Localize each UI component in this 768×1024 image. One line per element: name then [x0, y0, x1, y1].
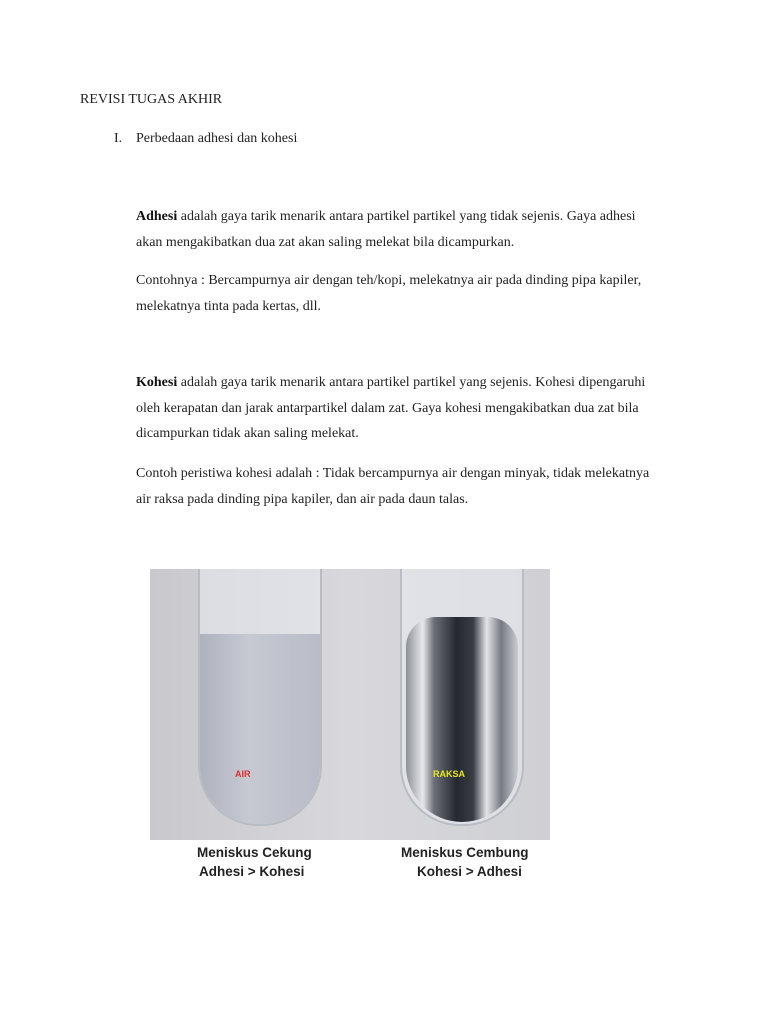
mercury-test-tube [400, 569, 524, 826]
text-line: adalah gaya tarik menarik antara partikel partikel yang tidak sejenis. Gaya adhesi [177, 209, 636, 224]
section-heading: Perbedaan adhesi dan kohesi [136, 131, 298, 146]
text-line: melekatnya tinta pada kertas, dll. [136, 298, 322, 314]
kohesi-term: Kohesi [136, 375, 178, 390]
section-number: I. [114, 131, 123, 146]
kohesi-paragraph [136, 370, 696, 447]
kohesi-example [136, 461, 696, 512]
right-caption [401, 843, 529, 881]
adhesi-example [136, 268, 696, 319]
text-line: dicampurkan tidak akan saling melekat. [136, 426, 359, 441]
caption-line: Meniskus Cembung [401, 845, 529, 860]
adhesi-term: Adhesi [136, 209, 178, 224]
mercury [406, 617, 518, 822]
document-title: REVISI TUGAS AKHIR [80, 92, 223, 107]
caption-line: Adhesi > Kohesi [199, 864, 305, 879]
text-line: akan mengakibatkan dua zat akan saling melekat bila dicampurkan. [136, 234, 515, 250]
water [200, 634, 320, 824]
adhesi-paragraph [136, 204, 696, 255]
text-line: air raksa pada dinding pipa kapiler, dan air pada daun talas. [136, 491, 469, 507]
air-label: AIR [235, 769, 251, 779]
caption-line: Meniskus Cekung [197, 845, 312, 860]
text-line: Contohnya : Bercampurnya air dengan teh/kopi, melekatnya air pada dinding pipa kapiler, [136, 273, 642, 288]
left-caption [197, 843, 312, 881]
text-line: adalah gaya tarik menarik antara partikel partikel yang sejenis. Kohesi dipengaruhi [177, 375, 646, 390]
text-line: oleh kerapatan dan jarak antarpartikel dalam zat. Gaya kohesi mengakibatkan dua zat bila [136, 400, 639, 416]
meniscus-figure [150, 569, 550, 840]
caption-line: Kohesi > Adhesi [417, 864, 522, 879]
water-test-tube [198, 569, 322, 826]
raksa-label: RAKSA [433, 769, 466, 779]
text-line: Contoh peristiwa kohesi adalah : Tidak bercampurnya air dengan minyak, tidak melekatnya [136, 466, 650, 481]
